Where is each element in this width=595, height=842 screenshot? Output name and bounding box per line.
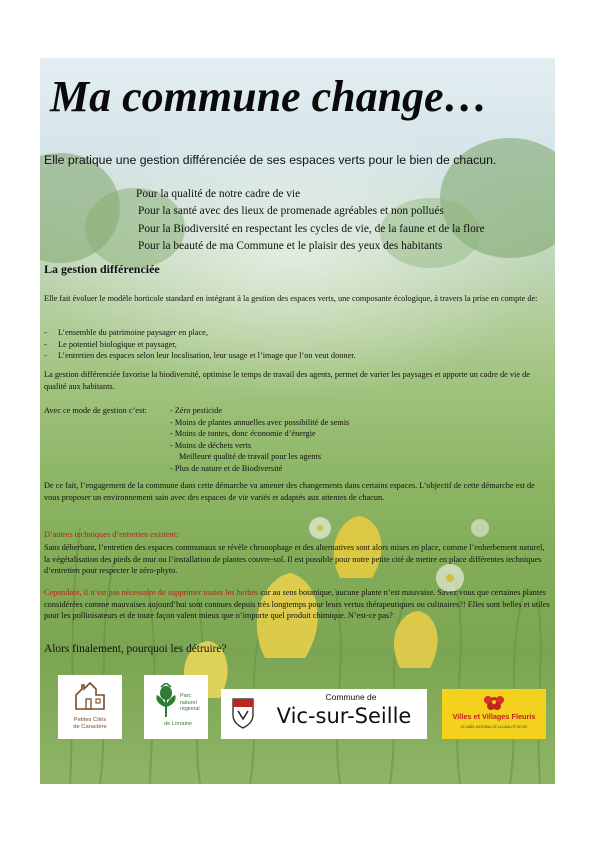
closing-question: Alors finalement, pourquoi les détruire? [44,643,227,655]
vic-commune-label: Commune de [325,692,377,702]
castle-icon [74,681,106,711]
goal-item: Pour la qualité de notre cadre de vie [136,188,301,200]
vic-name-label: Vic-sur-Seille [276,704,412,728]
flower-icon [480,692,508,712]
mode-label: Avec ce mode de gestion c’est: [44,406,147,415]
weeds-highlight: Cependant, il n’est pas nécessaire de supprimer toutes les herbes [44,588,259,597]
vvf-subtitle: LE LABEL NATIONAL DE LA QUALITÉ DE VIE [460,725,528,729]
paragraph-techniques: Sans déherbant, l’entretien des espaces communaux se révèle chronophage et des alternatives sont alors mises en place, comme l’enherbement naturel, la végétalisation des pieds de mur ou l’installation de plantes couvre-sol. Il est possible pour notre petite cité de mettre en place différentes techniques d’entretien pour respecter le zéro-phyto. [44,543,545,576]
bullet-text: L’entretien des espaces selon leur localisation, leur usage et l’image que l’on veut donner. [58,351,356,361]
bullet-item: - Le potentiel biologique et paysager, [44,339,177,349]
parc-line2: naturel [180,699,197,706]
coat-of-arms-icon [231,697,255,729]
bullet-list [44,327,356,362]
parc-line3: régional [180,706,200,712]
bullet-text: Le potentiel biologique et paysager, [58,339,177,349]
weeds-text: car au sens botanique, aucune plante n’est mauvaise. Savez vous que certaines plantes considérées comme mauvaises aujourd’hui sont connues depuis très longtemps pour leurs vertus thérapeutiques ou culinaires?! Elles sont belles et utiles pour les pollinisateurs et de toute façon valent mieux que n’importe quel produit chimique. N’est-ce pas? [44,588,550,621]
pcc-line1: Petites Cités [73,717,107,723]
mode-item: - Moins de tontes, donc économie d’énergie [170,429,316,439]
vic-sur-seille-logo [221,689,427,739]
bullet-item: - L’entretien des espaces selon leur localisation, leur usage et l’image que l’on veut donner. [44,351,356,361]
mode-item: - Plus de nature et de Biodiversité [170,463,283,473]
mode-list [170,405,349,475]
mode-item: - Moins de plantes annuelles avec possibilité de semis [170,417,350,427]
goals-list [136,186,485,255]
poster [40,58,555,784]
mode-item: - Zéro pesticide [170,406,223,415]
vvf-title: Villes et Villages Fleuris [452,712,536,721]
goal-item: Pour la Biodiversité en respectant les cycles de vie, de la faune et de la flore [138,222,485,235]
bullet-text: L’ensemble du patrimoine paysager en place, [58,328,208,337]
pcc-line2: de Caractère [73,723,107,730]
bullet-item: - L’ensemble du patrimoine paysager en place, [44,328,208,337]
page-title: Ma commune change… [50,72,488,121]
parc-line4: de Lorraine [164,721,192,727]
page-subtitle: Elle pratique une gestion différenciée de ses espaces verts pour le bien de chacun. [44,153,497,167]
mode-item: - Moins de déchets verts [170,440,252,450]
petites-cites-logo [58,675,122,739]
parc-line1: Parc [180,693,192,699]
paragraph-weeds [44,587,550,622]
thistle-icon [152,683,180,717]
section-title: La gestion différenciée [44,262,160,276]
mode-item: Meilleure qualité de travail pour les agents [179,452,321,462]
villes-villages-fleuris-logo [442,689,546,739]
techniques-heading: D’autres techniques d’entretien existent: [44,530,179,539]
goal-item: Pour la beauté de ma Commune et le plaisir des yeux des habitants [138,239,443,252]
paragraph-biodiversity: La gestion différenciée favorise la biodiversité, optimise le temps de travail des agents, permet de varier les paysages et apporte un cadre de vie de qualité aux habitants. [44,370,530,391]
paragraph-commitment: De ce fait, l’engagement de la commune dans cette démarche va amener des changements dans certains espaces. L’objectif de cette démarche est de vous proposer un environnement sain avec des espaces de vie variés et adaptés aux attentes de chacun. [44,481,535,502]
paragraph-intro: Elle fait évoluer le modèle horticole standard en intégrant à la gestion des espaces verts, une composante écologique, à travers la prise en compte de: [44,294,538,303]
goal-item: Pour la santé avec des lieux de promenade agréables et non pollués [138,205,444,218]
parc-naturel-logo [144,675,208,739]
